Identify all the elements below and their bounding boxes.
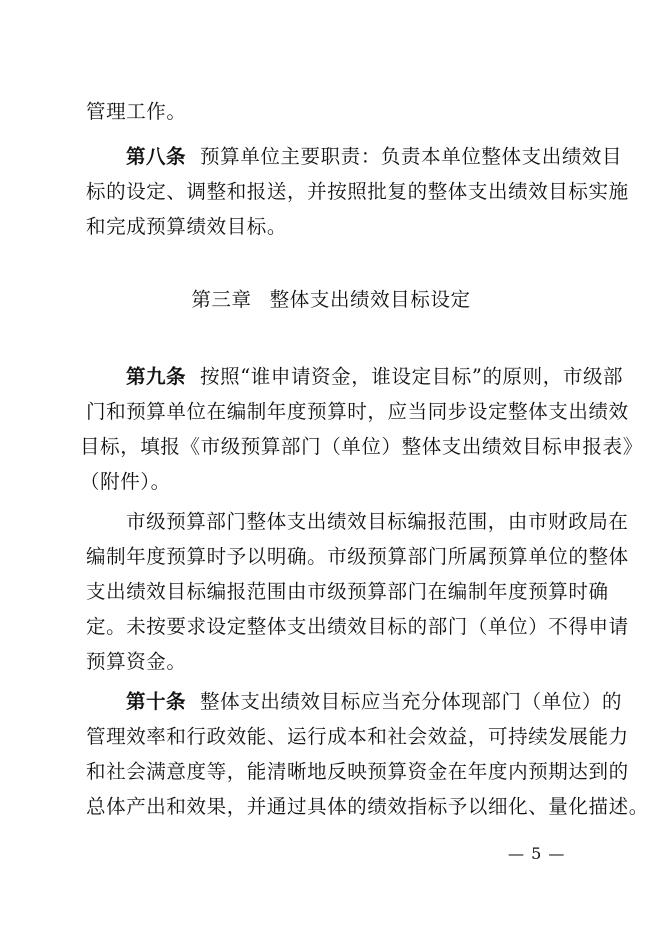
- paragraph-2-line-2: 编制年度预算时予以明确。市级预算部门所属预算单位的整体: [86, 545, 629, 568]
- chapter-number: 第三章: [191, 288, 252, 311]
- paragraph-2-line-3: 支出绩效目标编报范围由市级预算部门在编制年度预算时确: [86, 580, 609, 603]
- article-8-label: 第八条: [126, 145, 187, 168]
- continued-text-line: 管理工作。: [86, 100, 187, 123]
- article-8-line-1: [126, 145, 623, 169]
- article-8-line-3: 和完成预算绩效目标。: [86, 215, 288, 238]
- article-8-text: 预算单位主要职责：负责本单位整体支出绩效目: [200, 145, 623, 168]
- page-number: — 5 —: [508, 844, 566, 863]
- chapter-title: 整体支出绩效目标设定: [269, 288, 471, 311]
- article-10-line-3: 和社会满意度等，能清晰地反映预算资金在年度内预期达到的: [86, 760, 629, 783]
- paragraph-2-line-4: 定。未按要求设定整体支出绩效目标的部门（单位）不得申请: [86, 615, 629, 638]
- article-10-label: 第十条: [126, 690, 187, 713]
- article-9-label: 第九条: [126, 365, 187, 388]
- article-8-line-2: 标的设定、调整和报送，并按照批复的整体支出绩效目标实施: [86, 180, 629, 203]
- article-9-line-4: （附件）。: [80, 470, 171, 493]
- chapter-heading: [0, 288, 662, 312]
- article-9-line-3: 目标，填报《市级预算部门（单位）整体支出绩效目标申报表》: [80, 435, 643, 458]
- article-9-line-1: [126, 365, 624, 389]
- article-9-line-2: 门和预算单位在编制年度预算时，应当同步设定整体支出绩效: [86, 400, 629, 423]
- article-9-text: 按照“谁申请资金，谁设定目标”的原则，市级部: [200, 365, 624, 388]
- article-10-line-1: [126, 690, 623, 714]
- article-10-line-4: 总体产出和效果，并通过具体的绩效指标予以细化、量化描述。: [86, 795, 649, 818]
- article-10-text: 整体支出绩效目标应当充分体现部门（单位）的: [200, 690, 623, 713]
- paragraph-2-line-1: 市级预算部门整体支出绩效目标编报范围，由市财政局在: [126, 510, 629, 533]
- paragraph-2-line-5: 预算资金。: [86, 650, 187, 673]
- article-10-line-2: 管理效率和行政效能、运行成本和社会效益，可持续发展能力: [86, 725, 629, 748]
